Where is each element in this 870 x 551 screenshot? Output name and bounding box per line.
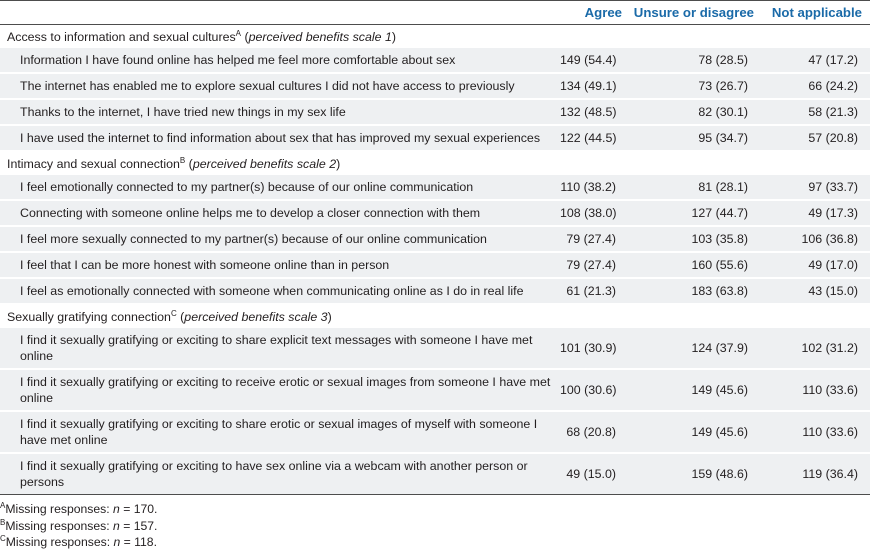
footnote-superscript: A xyxy=(0,501,6,510)
agree-cell: 68 (20.8) xyxy=(560,411,630,453)
not-applicable-cell: 47 (17.2) xyxy=(762,48,870,73)
table-row xyxy=(0,328,870,369)
unsure-cell: 82 (30.1) xyxy=(630,99,762,125)
unsure-cell: 95 (34.7) xyxy=(630,125,762,151)
unsure-cell: 81 (28.1) xyxy=(630,175,762,200)
footnote xyxy=(0,501,870,518)
section-scale: perceived benefits scale 3 xyxy=(184,309,328,324)
table-row xyxy=(0,453,870,495)
item-text: The internet has enabled me to explore sexual cultures I did not have access to previously xyxy=(0,73,560,99)
table-row xyxy=(0,278,870,304)
item-text: I find it sexually gratifying or exciting to have sex online via a webcam with another person or persons xyxy=(0,453,560,495)
footnote xyxy=(0,534,870,551)
footnote-text: Missing responses: xyxy=(5,535,114,549)
table-row xyxy=(0,252,870,278)
not-applicable-cell: 66 (24.2) xyxy=(762,73,870,99)
agree-cell: 134 (49.1) xyxy=(560,73,630,99)
unsure-cell: 127 (44.7) xyxy=(630,200,762,226)
item-text: I have used the internet to find information about sex that has improved my sexual experiences xyxy=(0,125,560,151)
section-scale: perceived benefits scale 2 xyxy=(192,156,337,171)
section-title: Sexually gratifying connection xyxy=(7,309,171,324)
agree-cell: 101 (30.9) xyxy=(560,328,630,369)
footnote-variable: n xyxy=(113,535,121,549)
not-applicable-cell: 49 (17.3) xyxy=(762,200,870,226)
section-heading: Sexually gratifying connection$^C$ (perceived benefits scale 3) xyxy=(0,304,870,328)
item-text: Connecting with someone online helps me to develop a closer connection with them xyxy=(0,200,560,226)
item-text: I feel as emotionally connected with someone when communicating online as I do in real life xyxy=(0,278,560,304)
section-scale: perceived benefits scale 1 xyxy=(248,29,392,44)
table-row xyxy=(0,175,870,200)
unsure-cell: 103 (35.8) xyxy=(630,226,762,252)
item-text: I feel more sexually connected to my partner(s) because of our online communication xyxy=(0,226,560,252)
footnote-superscript: C xyxy=(0,534,6,543)
item-text: I find it sexually gratifying or exciting to share explicit text messages with someone I have met online xyxy=(0,328,560,369)
table-footnotes xyxy=(0,495,870,551)
item-text: I feel emotionally connected to my partner(s) because of our online communication xyxy=(0,175,560,200)
not-applicable-cell: 43 (15.0) xyxy=(762,278,870,304)
section-row xyxy=(0,304,870,328)
table-header xyxy=(0,1,870,25)
footnote-value: = 118. xyxy=(120,535,157,549)
table-row xyxy=(0,99,870,125)
section-row xyxy=(0,151,870,175)
section-superscript: C xyxy=(170,308,177,318)
not-applicable-cell: 58 (21.3) xyxy=(762,99,870,125)
agree-cell: 149 (54.4) xyxy=(560,48,630,73)
agree-cell: 122 (44.5) xyxy=(560,125,630,151)
item-text: I find it sexually gratifying or exciting to share erotic or sexual images of myself with someone I have met online xyxy=(0,411,560,453)
header-item xyxy=(0,1,560,25)
footnote-variable: n xyxy=(113,502,120,516)
table-row xyxy=(0,200,870,226)
section-title: Access to information and sexual cultures xyxy=(7,29,236,44)
footnote-value: = 170. xyxy=(119,502,158,516)
unsure-cell: 183 (63.8) xyxy=(630,278,762,304)
not-applicable-cell: 97 (33.7) xyxy=(762,175,870,200)
table-row xyxy=(0,73,870,99)
not-applicable-cell: 110 (33.6) xyxy=(762,411,870,453)
agree-cell: 110 (38.2) xyxy=(560,175,630,200)
footnote-superscript: B xyxy=(0,517,6,527)
item-text: Thanks to the internet, I have tried new things in my sex life xyxy=(0,99,560,125)
table-row xyxy=(0,226,870,252)
table-row xyxy=(0,48,870,73)
section-heading: Intimacy and sexual connection$^B$ (perceived benefits scale 2) xyxy=(0,151,870,175)
footnote-variable: n xyxy=(113,518,120,533)
item-text: I feel that I can be more honest with someone online than in person xyxy=(0,252,560,278)
item-text: Information I have found online has helped me feel more comfortable about sex xyxy=(0,48,560,73)
unsure-cell: 124 (37.9) xyxy=(630,328,762,369)
not-applicable-cell: 110 (33.6) xyxy=(762,369,870,411)
header-row xyxy=(0,1,870,25)
item-text: I find it sexually gratifying or exciting to receive erotic or sexual images from someone I have met online xyxy=(0,369,560,411)
section-title: Intimacy and sexual connection xyxy=(7,156,180,171)
agree-cell: 49 (15.0) xyxy=(560,453,630,495)
header-not-applicable: Not applicable xyxy=(762,1,870,25)
not-applicable-cell: 106 (36.8) xyxy=(762,226,870,252)
unsure-cell: 159 (48.6) xyxy=(630,453,762,495)
agree-cell: 79 (27.4) xyxy=(560,252,630,278)
footnote-value: = 157. xyxy=(119,518,158,533)
agree-cell: 100 (30.6) xyxy=(560,369,630,411)
section-superscript: A xyxy=(235,28,241,38)
not-applicable-cell: 119 (36.4) xyxy=(762,453,870,495)
agree-cell: 132 (48.5) xyxy=(560,99,630,125)
not-applicable-cell: 57 (20.8) xyxy=(762,125,870,151)
table-row xyxy=(0,411,870,453)
footnote xyxy=(0,518,870,535)
section-heading: Access to information and sexual cultures$^A$ (perceived benefits scale 1) xyxy=(0,25,870,49)
not-applicable-cell: 102 (31.2) xyxy=(762,328,870,369)
footnote-text: Missing responses: xyxy=(5,502,114,516)
section-row xyxy=(0,25,870,49)
table-body xyxy=(0,25,870,495)
agree-cell: 79 (27.4) xyxy=(560,226,630,252)
header-agree: Agree xyxy=(560,1,630,25)
table-row xyxy=(0,125,870,151)
unsure-cell: 78 (28.5) xyxy=(630,48,762,73)
unsure-cell: 160 (55.6) xyxy=(630,252,762,278)
unsure-cell: 149 (45.6) xyxy=(630,411,762,453)
not-applicable-cell: 49 (17.0) xyxy=(762,252,870,278)
agree-cell: 108 (38.0) xyxy=(560,200,630,226)
table-row xyxy=(0,369,870,411)
header-unsure: Unsure or disagree xyxy=(630,1,762,25)
unsure-cell: 73 (26.7) xyxy=(630,73,762,99)
footnote-text: Missing responses: xyxy=(5,518,114,533)
unsure-cell: 149 (45.6) xyxy=(630,369,762,411)
agree-cell: 61 (21.3) xyxy=(560,278,630,304)
section-superscript: B xyxy=(179,155,186,165)
